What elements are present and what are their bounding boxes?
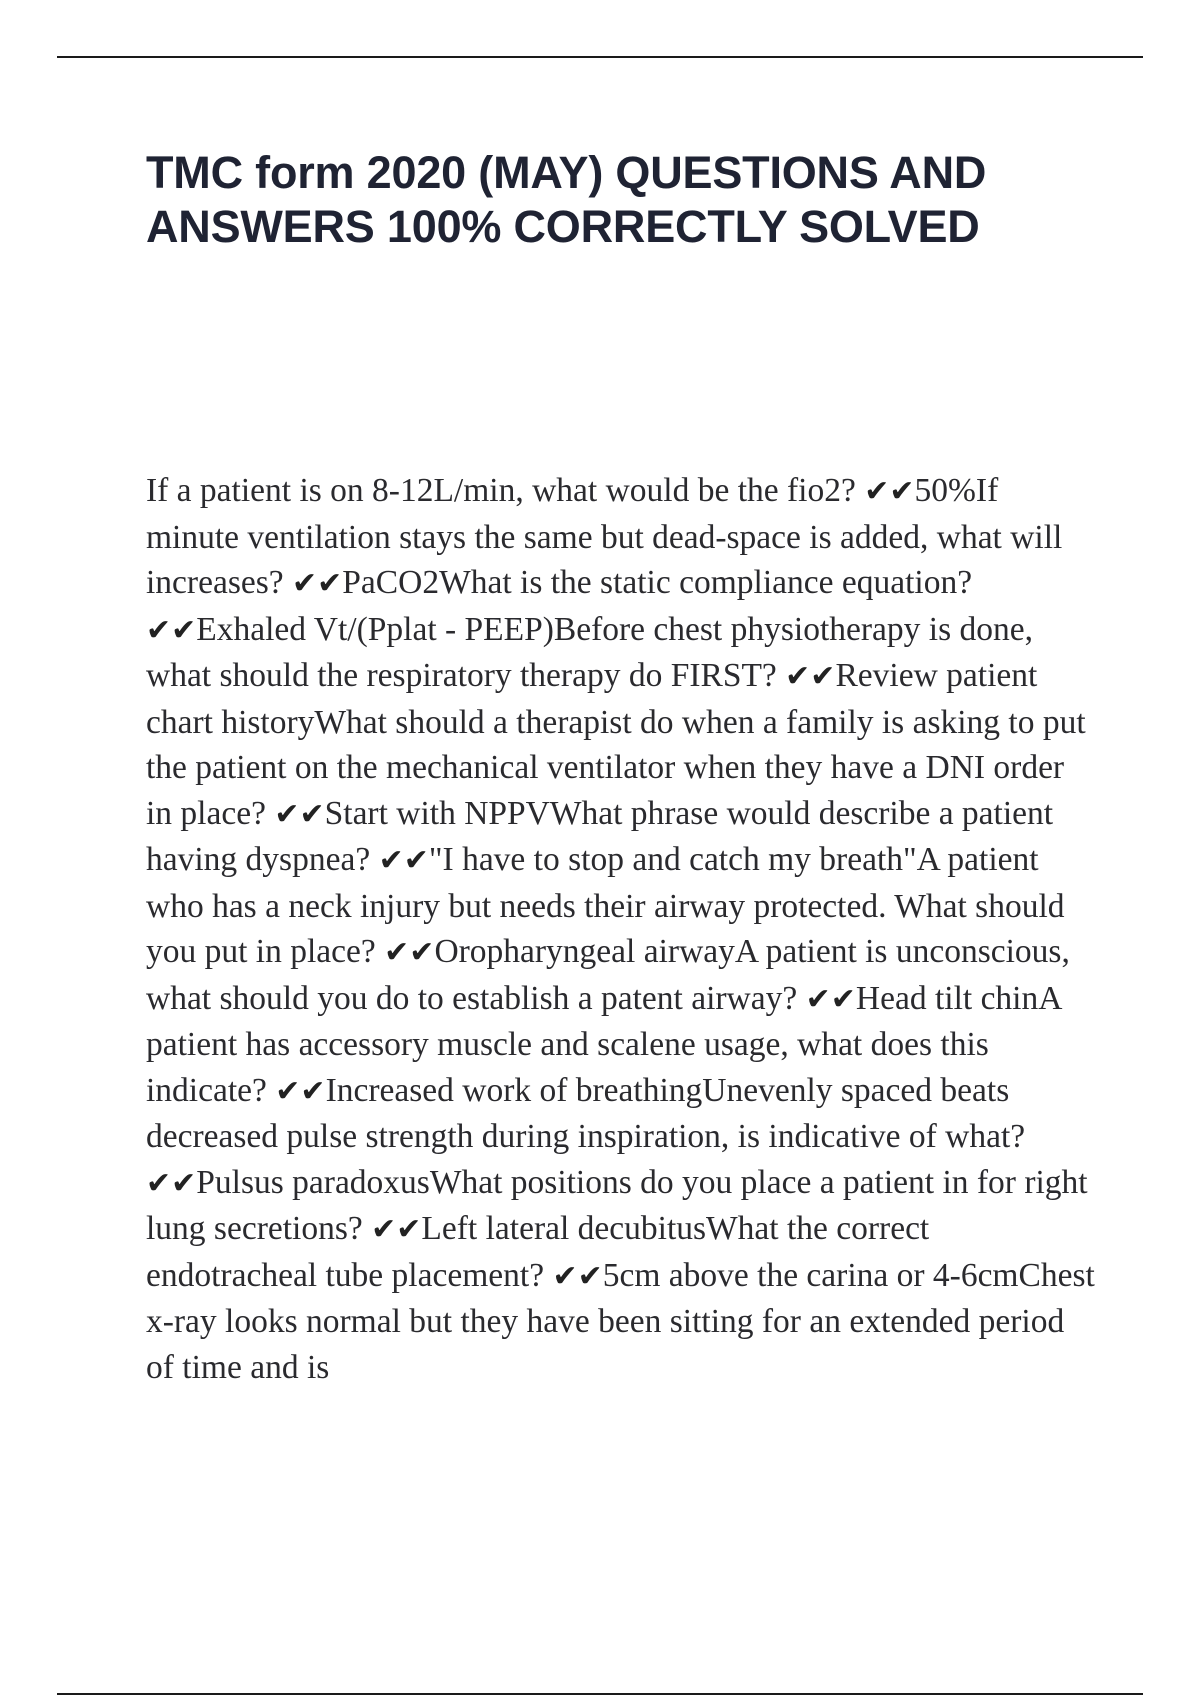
answer-text: Start with NPPV (324, 794, 550, 832)
question-text: A patient is unconscious, what should you do to establish a patent airway? (146, 933, 1070, 1017)
answer-text: PaCO2 (342, 564, 440, 601)
question-text: What is the static compliance equation? (439, 564, 973, 601)
double-check-icon: ✔✔ (552, 1258, 603, 1294)
document-title: TMC form 2020 (MAY) QUESTIONS AND ANSWERS 100% CORRECTLY SOLVED (146, 147, 987, 252)
question-text: What phrase would describe a patient having dyspnea? (146, 794, 1054, 878)
answer-text: 5cm above the carina or 4-6cm (602, 1256, 1019, 1294)
answer-text: Pulsus paradoxus (196, 1163, 430, 1201)
bottom-divider (57, 1693, 1143, 1695)
question-text: A patient has accessory muscle and scalene usage, what does this indicate? (146, 979, 1061, 1109)
double-check-icon: ✔✔ (384, 935, 435, 970)
answer-text: Oropharyngeal airway (434, 933, 735, 970)
double-check-icon: ✔✔ (371, 1212, 422, 1247)
answer-text: Exhaled Vt/(Pplat - PEEP) (196, 610, 554, 648)
answer-text: "I have to stop and catch my breath" (428, 841, 917, 878)
question-text: If a patient is on 8-12L/min, what would be the fio2? (146, 472, 865, 509)
question-text: If minute ventilation stays the same but dead-space is added, what will increases? (146, 472, 1063, 601)
question-text: Before chest physiotherapy is done, what should the respiratory therapy do FIRST? (146, 610, 1033, 694)
double-check-icon: ✔✔ (146, 612, 197, 648)
question-text: What should a therapist do when a family is asking to put the patient on the mechanical ventilator when they have a DNI order in place? (146, 703, 1086, 832)
answer-text: Increased work of breathing (325, 1071, 703, 1109)
double-check-icon: ✔✔ (864, 474, 915, 509)
question-text: A patient who has a neck injury but needs their airway protected. What should you put in place? (146, 841, 1065, 970)
double-check-icon: ✔✔ (805, 981, 856, 1017)
double-check-icon: ✔✔ (292, 566, 343, 601)
double-check-icon: ✔✔ (785, 659, 836, 694)
qa-body-text (146, 468, 1096, 1390)
answer-text: Review patient chart history (146, 657, 1038, 741)
question-text: What positions do you place a patient in for right lung secretions? (146, 1163, 1088, 1247)
answer-text: Head tilt chin (855, 979, 1039, 1017)
double-check-icon: ✔✔ (275, 1073, 326, 1109)
question-text: Unevenly spaced beats decreased pulse strength during inspiration, is indicative of what? (146, 1071, 1026, 1155)
double-check-icon: ✔✔ (274, 796, 325, 832)
answer-text: Left lateral decubitus (421, 1210, 707, 1247)
double-check-icon: ✔✔ (378, 843, 429, 878)
double-check-icon: ✔✔ (146, 1165, 197, 1201)
question-text: What the correct endotracheal tube placement? (146, 1210, 930, 1294)
answer-text: 50% (914, 472, 976, 509)
top-divider (57, 56, 1143, 58)
question-text: Chest x-ray looks normal but they have been sitting for an extended period of time and is (146, 1256, 1095, 1386)
